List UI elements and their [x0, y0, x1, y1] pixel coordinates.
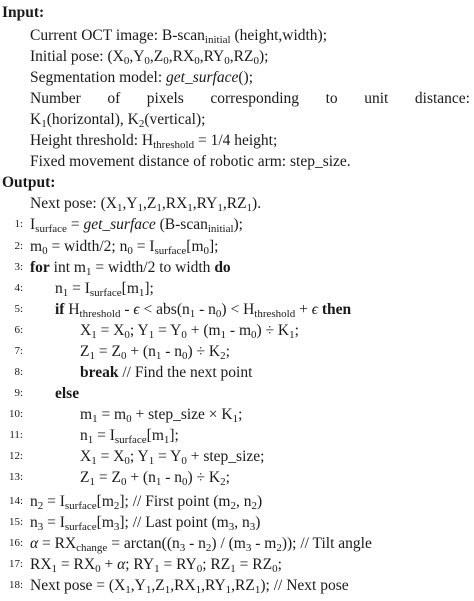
comment-find-next: // Find the next point [118, 364, 253, 381]
step-text: $n_2 = I_{surface}[m_2]$; // First point ($m_2$, $n_2$) [30, 493, 263, 512]
step-number: 2: [14, 240, 23, 252]
step-text: $Z_1 = Z_0 + (n_1 - n_0) \div K_2$; [80, 469, 230, 488]
keyword-break: break [80, 364, 119, 381]
step-text: $n_3 = I_{surface}[m_3]$; // Last point ($m_3$, $n_3$) [30, 514, 261, 533]
step-text: $m_1 = m_0$ + step_size × $K_1$; [80, 406, 243, 425]
step-text [80, 362, 252, 383]
step-number: 4: [14, 282, 23, 294]
step-size-text: Fixed movement distance of robotic arm: step_size. [30, 153, 351, 170]
step-number: 12: [8, 450, 23, 462]
output-label: Output: [2, 174, 56, 191]
step-number: 15: [8, 516, 23, 528]
step-number: 6: [14, 324, 23, 336]
seg-model-func: get_surface [166, 69, 239, 86]
pixels-k-text: $K_1(horizontal)$, $K_2(vertical)$; [30, 111, 206, 130]
current-image-text: Current OCT image: B-scan [30, 27, 205, 44]
step-text: if $H_{threshold} - \epsilon < abs(n_1 - n_0) < H_{threshold} + \epsilon$ then [55, 301, 352, 320]
step-text [55, 383, 79, 404]
step-text: $I_{surface}$ = get_surface (B-scan$_{initial}$); [30, 216, 243, 235]
step-number: 3: [14, 261, 23, 273]
keyword-do: do [214, 259, 231, 276]
step-number: 1: [14, 218, 23, 230]
step-number: 17: [8, 558, 23, 570]
pixels-text: Number of pixels corresponding to unit distance: [30, 90, 470, 107]
step-text: $RX_1 = RX_0 + \alpha$; $RY_1 = RY_0$; $RZ_1 = RZ_0$; [30, 556, 282, 575]
step-number: 13: [8, 471, 23, 483]
step-text: $n_1 = I_{surface}[m_1]$; [55, 280, 154, 299]
seg-model-label: Segmentation model: [30, 69, 167, 86]
keyword-then: then [321, 301, 352, 318]
keyword-for: for [30, 259, 50, 276]
height-threshold-value: = 1/4 height; [194, 132, 278, 149]
current-image-subscript: initial [204, 34, 231, 46]
step-number: 10: [8, 408, 23, 420]
initial-pose-text: Initial pose: $(X_0,Y_0,Z_0,RX_0,RY_0,RZ_0)$; [30, 48, 269, 67]
input-label: Input: [2, 4, 45, 21]
height-threshold-label: Height threshold: H [30, 132, 154, 149]
step-text: $Z_1 = Z_0 + (n_1 - n_0) \div K_2$; [80, 343, 230, 362]
step-number: 5: [14, 303, 23, 315]
step-number: 7: [14, 345, 23, 357]
step-text: $m_0$ = width/2; $n_0 = I_{surface}[m_0]$; [30, 238, 219, 257]
step-text: for int $m_1$ = width/2 to width do [30, 259, 231, 278]
step-text: $X_1 = X_0$; $Y_1 = Y_0$ + step_size; [80, 448, 265, 467]
step-number: 9: [14, 387, 23, 399]
step-text: $X_1 = X_0$; $Y_1 = Y_0 + (m_1 - m_0) \div K_1$; [80, 322, 299, 341]
step-number: 16: [8, 537, 23, 549]
current-image-dims: (height,width); [230, 27, 328, 44]
step-number: 11: [9, 429, 23, 441]
step-text: $n_1 = I_{surface}[m_1]$; [80, 427, 179, 446]
step-number: 18: [8, 579, 23, 591]
step-text: $\alpha = RX_{change} = \arctan((n_3 - n_2) / (m_3 - m_2))$; // Tilt angle [30, 535, 372, 554]
step-number: 8: [14, 366, 23, 378]
step-text: Next pose = $(X_1,Y_1,Z_1,RX_1,RY_1,RZ_1)$; // Next pose [30, 577, 349, 596]
seg-model-paren: (); [238, 69, 254, 86]
output-next-pose-text: Next pose: $(X_1,Y_1,Z_1,RX_1,RY_1,RZ_1)$. [30, 195, 262, 214]
height-threshold-subscript: threshold [153, 139, 195, 151]
step-number: 14: [8, 495, 23, 507]
keyword-if: if [55, 301, 65, 318]
keyword-else: else [55, 385, 80, 402]
